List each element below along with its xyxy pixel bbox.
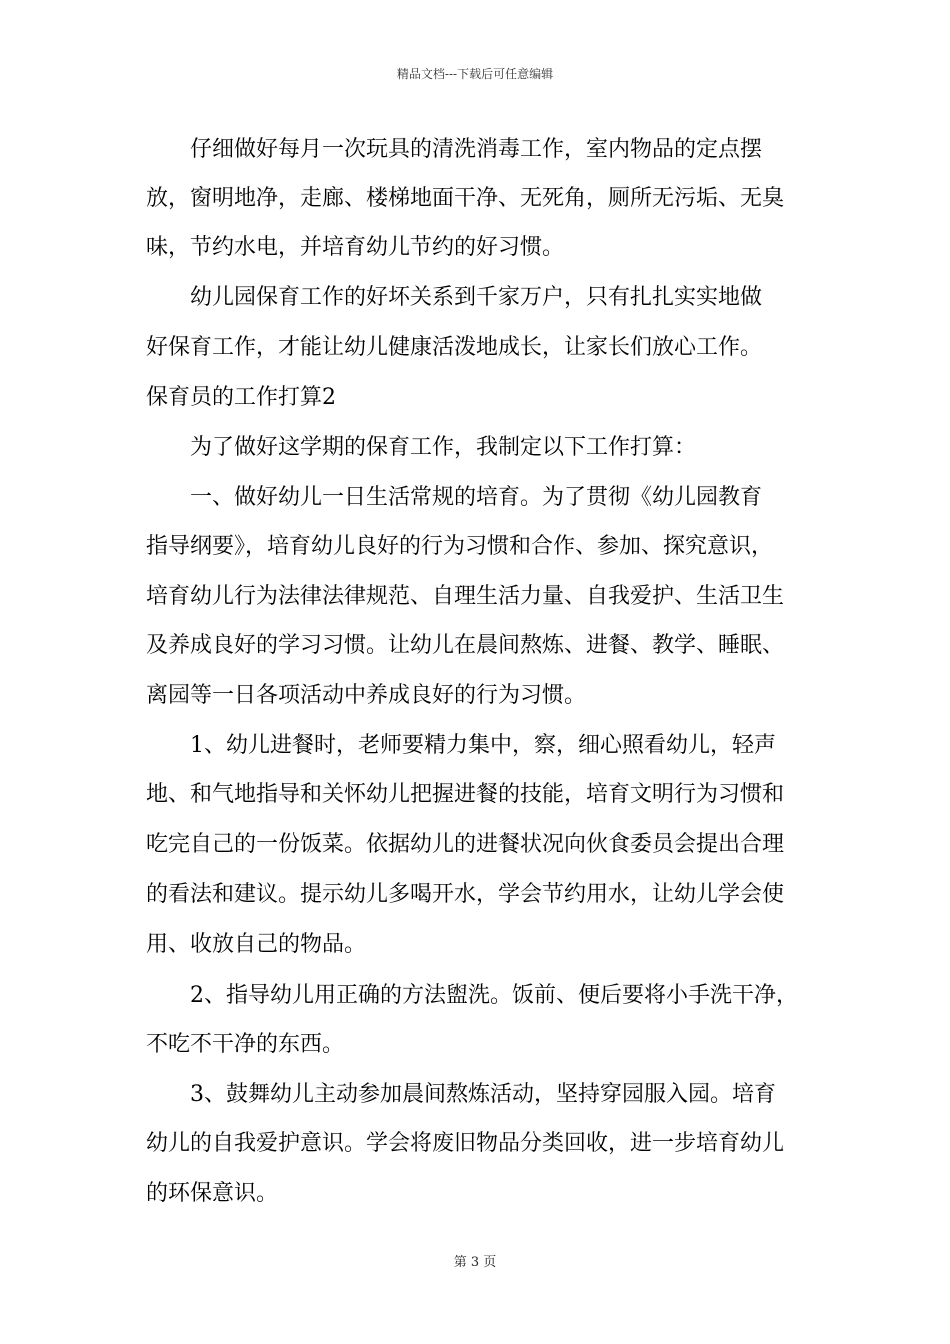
text-line: 味，节约水电，并培育幼儿节约的好习惯。 xyxy=(146,235,565,260)
section-heading: 保育员的工作打算2 xyxy=(146,385,336,410)
text-line: 2、指导幼儿用正确的方法盥洗。饭前、便后要将小手洗干净， xyxy=(146,983,798,1008)
text-line: 好保育工作，才能让幼儿健康活泼地成长，让家长们放心工作。 xyxy=(146,335,763,360)
text-line: 的看法和建议。提示幼儿多喝开水，学会节约用水，让幼儿学会使 xyxy=(146,882,785,907)
text-line: 指导纲要》，培育幼儿良好的行为习惯和合作、参加、探究意识， xyxy=(146,534,774,559)
text-line: 为了做好这学期的保育工作，我制定以下工作打算： xyxy=(146,435,697,460)
text-line: 1、幼儿进餐时，老师要精力集中，察，细心照看幼儿，轻声 xyxy=(146,733,776,758)
text-line: 幼儿园保育工作的好坏关系到千家万户，只有扎扎实实地做 xyxy=(146,285,763,310)
text-line: 幼儿的自我爱护意识。学会将废旧物品分类回收，进一步培育幼儿 xyxy=(146,1131,785,1156)
text-line: 的环保意识。 xyxy=(146,1181,279,1206)
page-number: 第 3 页 xyxy=(453,1255,497,1270)
text-line: 及养成良好的学习习惯。让幼儿在晨间熬炼、进餐、教学、睡眠、 xyxy=(146,633,785,658)
text-line: 3、鼓舞幼儿主动参加晨间熬炼活动，坚持穿园服入园。培育 xyxy=(146,1082,776,1107)
text-line: 吃完自己的一份饭菜。依据幼儿的进餐状况向伙食委员会提出合理 xyxy=(146,832,785,857)
text-line: 不吃不干净的东西。 xyxy=(146,1032,345,1057)
text-line: 用、收放自己的物品。 xyxy=(146,932,367,957)
text-line: 地、和气地指导和关怀幼儿把握进餐的技能，培育文明行为习惯和 xyxy=(146,782,785,807)
text-line: 培育幼儿行为法律法律规范、自理生活力量、自我爱护、生活卫生 xyxy=(146,584,785,609)
text-line: 放，窗明地净，走廊、楼梯地面干净、无死角，厕所无污垢、无臭 xyxy=(146,186,785,211)
page-header: 精品文档---下载后可任意编辑 xyxy=(396,67,554,81)
text-line: 一、做好幼儿一日生活常规的培育。为了贯彻《幼儿园教育 xyxy=(146,485,763,510)
text-line: 仔细做好每月一次玩具的清洗消毒工作，室内物品的定点摆 xyxy=(146,137,763,162)
text-line: 离园等一日各项活动中养成良好的行为习惯。 xyxy=(146,683,587,708)
